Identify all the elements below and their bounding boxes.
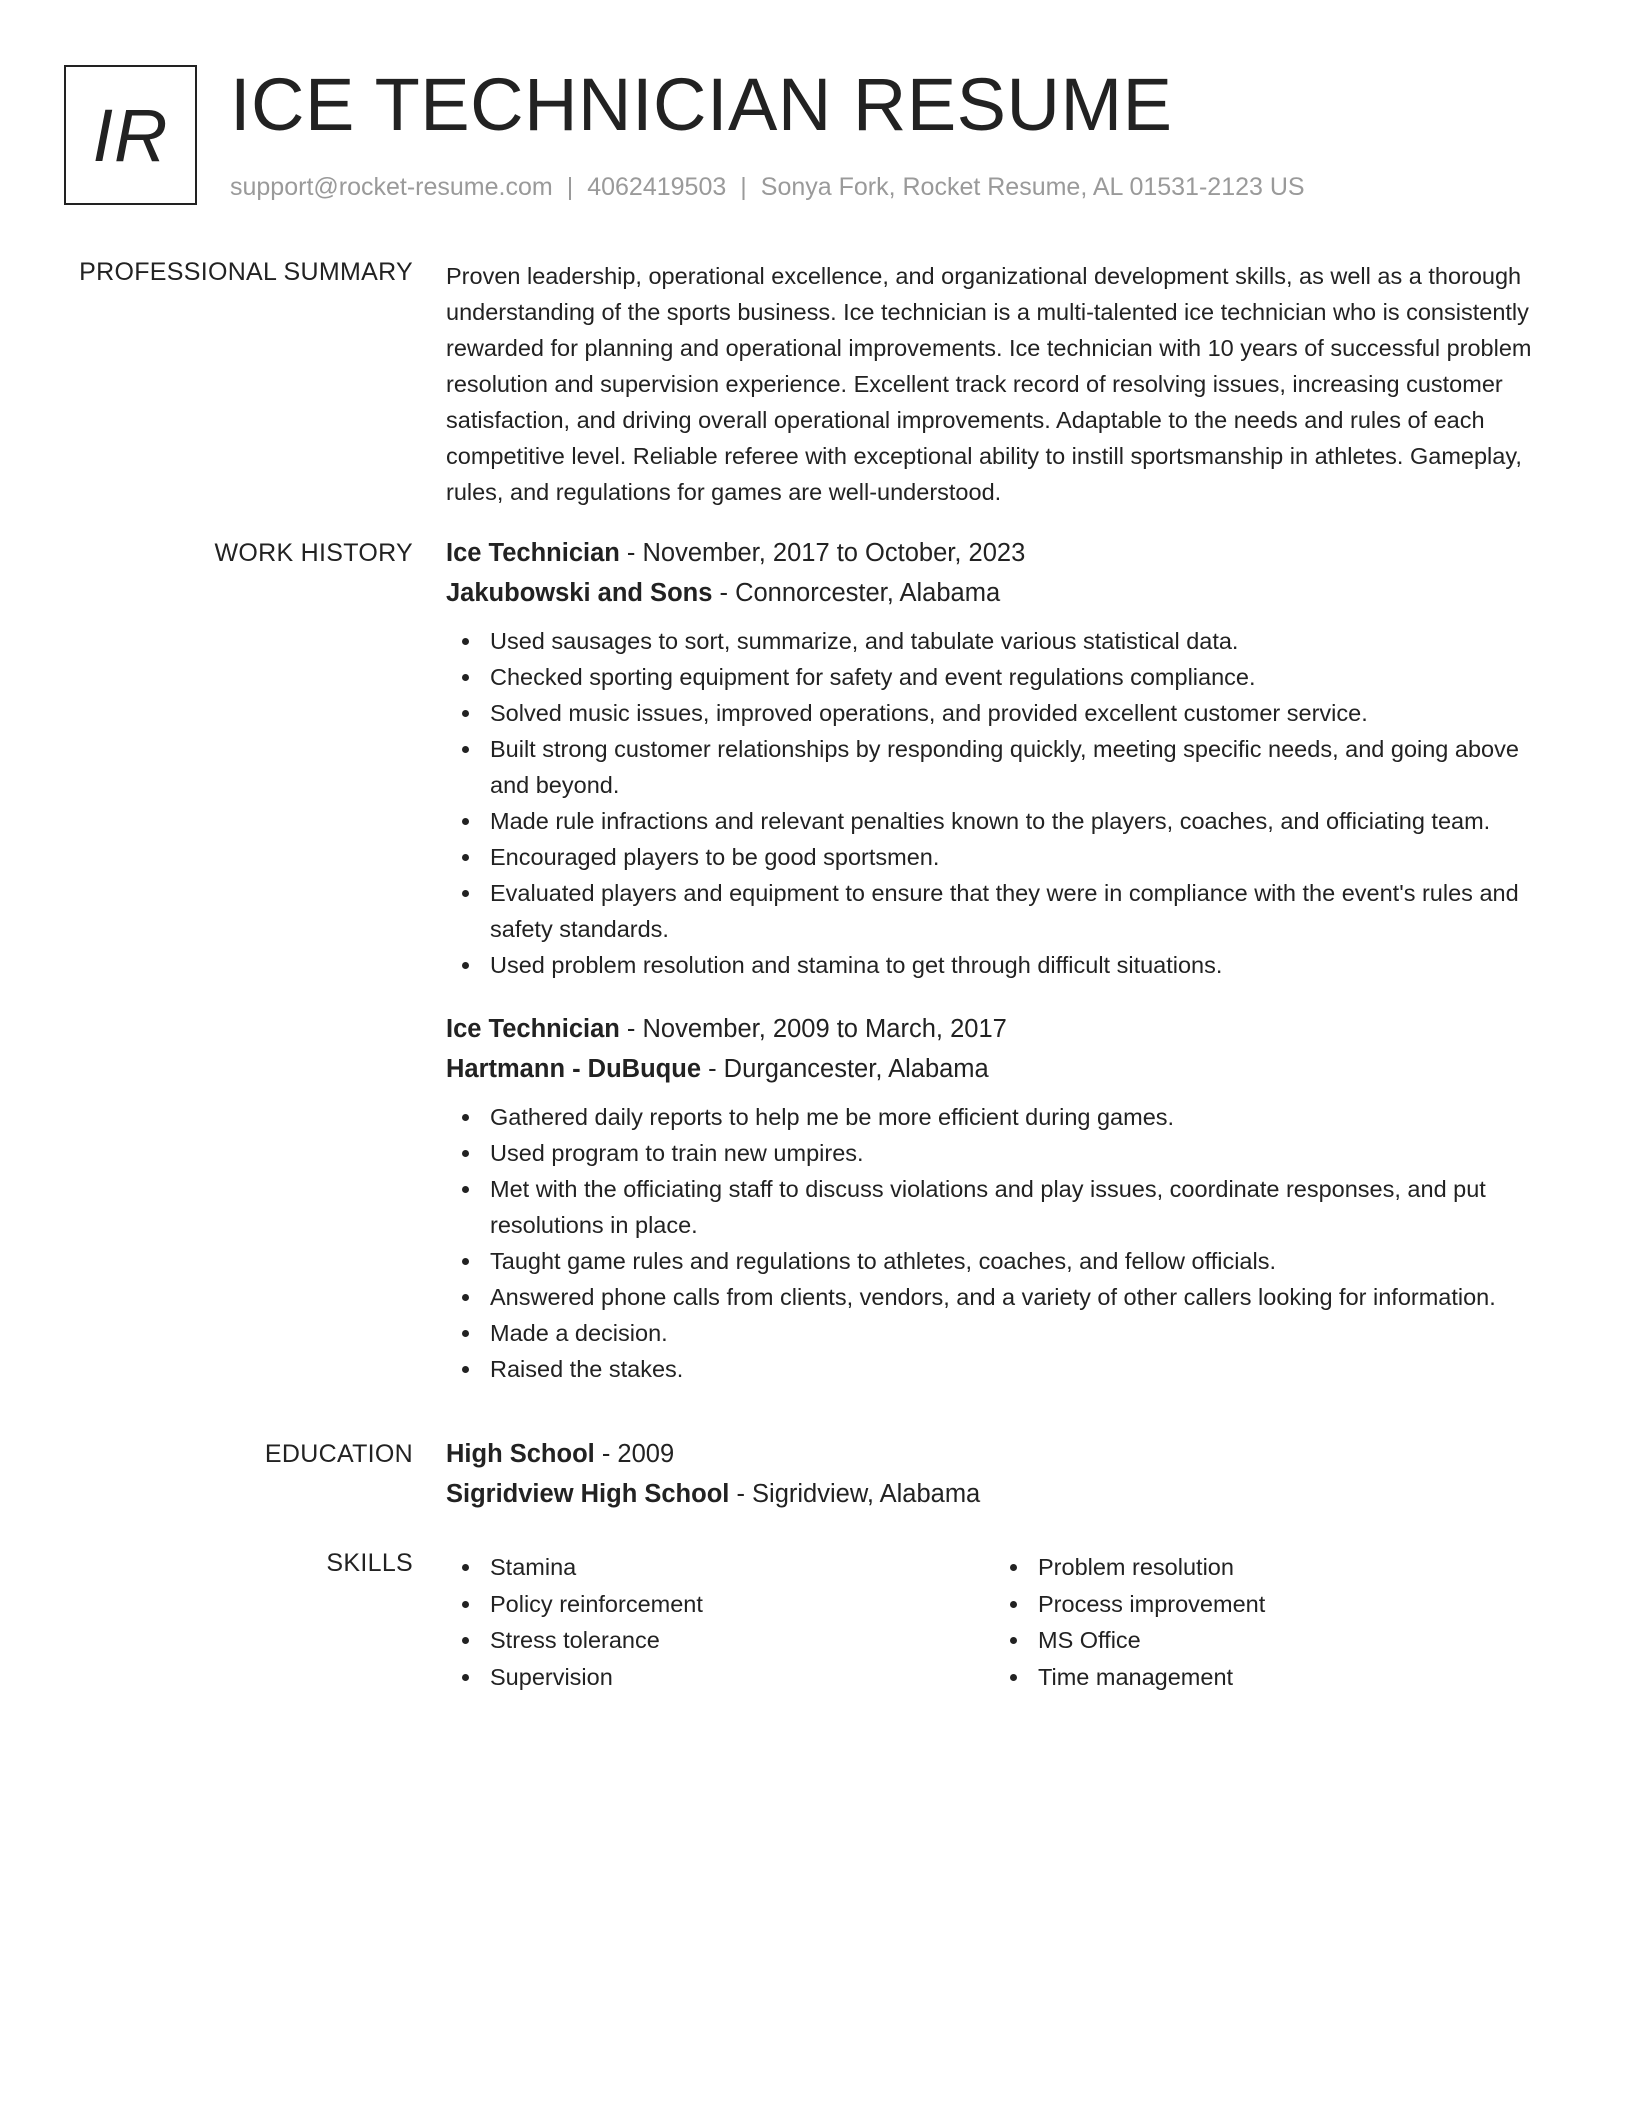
job-location: - Durgancester, Alabama — [701, 1055, 989, 1083]
list-item: Policy reinforcement — [490, 1586, 994, 1623]
work-history-body — [446, 533, 1556, 1387]
education-degree: High School — [446, 1440, 595, 1468]
job-title-line — [446, 1009, 1556, 1049]
resume-header — [64, 65, 1568, 210]
list-item: Answered phone calls from clients, vendors, and a variety of other callers looking for information. — [490, 1279, 1556, 1315]
contact-email: support@rocket-resume.com — [230, 173, 553, 201]
education-school: Sigridview High School — [446, 1480, 730, 1508]
list-item: Solved music issues, improved operations, and provided excellent customer service. — [490, 695, 1556, 731]
skills-column-right — [994, 1549, 1542, 1695]
list-item: Time management — [1038, 1659, 1542, 1696]
job-entry — [446, 1009, 1556, 1387]
section-label-skills: SKILLS — [326, 1549, 413, 1577]
summary-text: Proven leadership, operational excellence, and organizational development skills, as well as a thorough understanding of the sports business. Ice technician is a multi-talented ice technician who is consistently rewarded for planning and operational improvements. Ice technician with 10 years of successful problem resolution and supervision experience. Excellent track record of resolving issues, increasing customer satisfaction, and driving overall operational improvements. Adaptable to the needs and rules of each competitive level. Reliable referee with exceptional ability to instill sportsmanship in athletes. Gameplay, rules, and regulations for games are well-understood. — [446, 263, 1532, 505]
education-body — [446, 1434, 1556, 1514]
section-label-summary: PROFESSIONAL SUMMARY — [79, 258, 413, 286]
list-item: Made rule infractions and relevant penalties known to the players, coaches, and officiating team. — [490, 803, 1556, 839]
job-location: - Connorcester, Alabama — [712, 579, 1001, 607]
list-item: Taught game rules and regulations to athletes, coaches, and fellow officials. — [490, 1243, 1556, 1279]
section-label-education: EDUCATION — [264, 1440, 413, 1468]
list-item: Used sausages to sort, summarize, and tabulate various statistical data. — [490, 623, 1556, 659]
contact-separator: | — [740, 173, 747, 201]
job-dates: - November, 2017 to October, 2023 — [619, 539, 1026, 567]
job-title: Ice Technician — [446, 1015, 620, 1043]
job-entry — [446, 533, 1556, 983]
job-company: Hartmann - DuBuque — [446, 1055, 701, 1083]
list-item: Gathered daily reports to help me be more efficient during games. — [490, 1099, 1556, 1135]
list-item: Used problem resolution and stamina to get through difficult situations. — [490, 947, 1556, 983]
job-bullets — [446, 623, 1556, 983]
contact-line — [230, 173, 1305, 202]
education-location: - Sigridview, Alabama — [729, 1480, 981, 1508]
education-school-line — [446, 1474, 1556, 1514]
list-item: Evaluated players and equipment to ensure that they were in compliance with the event's rules and safety standards. — [490, 875, 1556, 947]
job-title-line — [446, 533, 1556, 573]
monogram-logo: IR — [64, 65, 197, 205]
skills-body — [446, 1549, 1556, 1695]
list-item: Supervision — [490, 1659, 994, 1696]
job-title: Ice Technician — [446, 539, 620, 567]
list-item: Stamina — [490, 1549, 994, 1586]
list-item: Stress tolerance — [490, 1622, 994, 1659]
contact-phone: 4062419503 — [587, 173, 727, 201]
contact-separator: | — [566, 173, 574, 201]
job-company-line — [446, 1049, 1556, 1089]
list-item: Checked sporting equipment for safety and event regulations compliance. — [490, 659, 1556, 695]
list-item: Built strong customer relationships by responding quickly, meeting specific needs, and going above and beyond. — [490, 731, 1556, 803]
list-item: Process improvement — [1038, 1586, 1542, 1623]
list-item: Used program to train new umpires. — [490, 1135, 1556, 1171]
contact-address: Sonya Fork, Rocket Resume, AL 01531-2123 US — [760, 173, 1305, 201]
page-title: ICE TECHNICIAN RESUME — [230, 63, 1173, 146]
education-year: - 2009 — [594, 1440, 675, 1468]
education-degree-line — [446, 1434, 1556, 1474]
job-company: Jakubowski and Sons — [446, 579, 713, 607]
list-item: Made a decision. — [490, 1315, 1556, 1351]
list-item: MS Office — [1038, 1622, 1542, 1659]
list-item: Problem resolution — [1038, 1549, 1542, 1586]
skills-grid — [446, 1549, 1556, 1695]
job-bullets — [446, 1099, 1556, 1387]
list-item: Met with the officiating staff to discuss violations and play issues, coordinate responses, and put resolutions in place. — [490, 1171, 1556, 1243]
section-label-work-history: WORK HISTORY — [214, 539, 413, 567]
job-dates: - November, 2009 to March, 2017 — [619, 1015, 1007, 1043]
list-item: Raised the stakes. — [490, 1351, 1556, 1387]
skills-column-left — [446, 1549, 994, 1695]
job-company-line — [446, 573, 1556, 613]
list-item: Encouraged players to be good sportsmen. — [490, 839, 1556, 875]
